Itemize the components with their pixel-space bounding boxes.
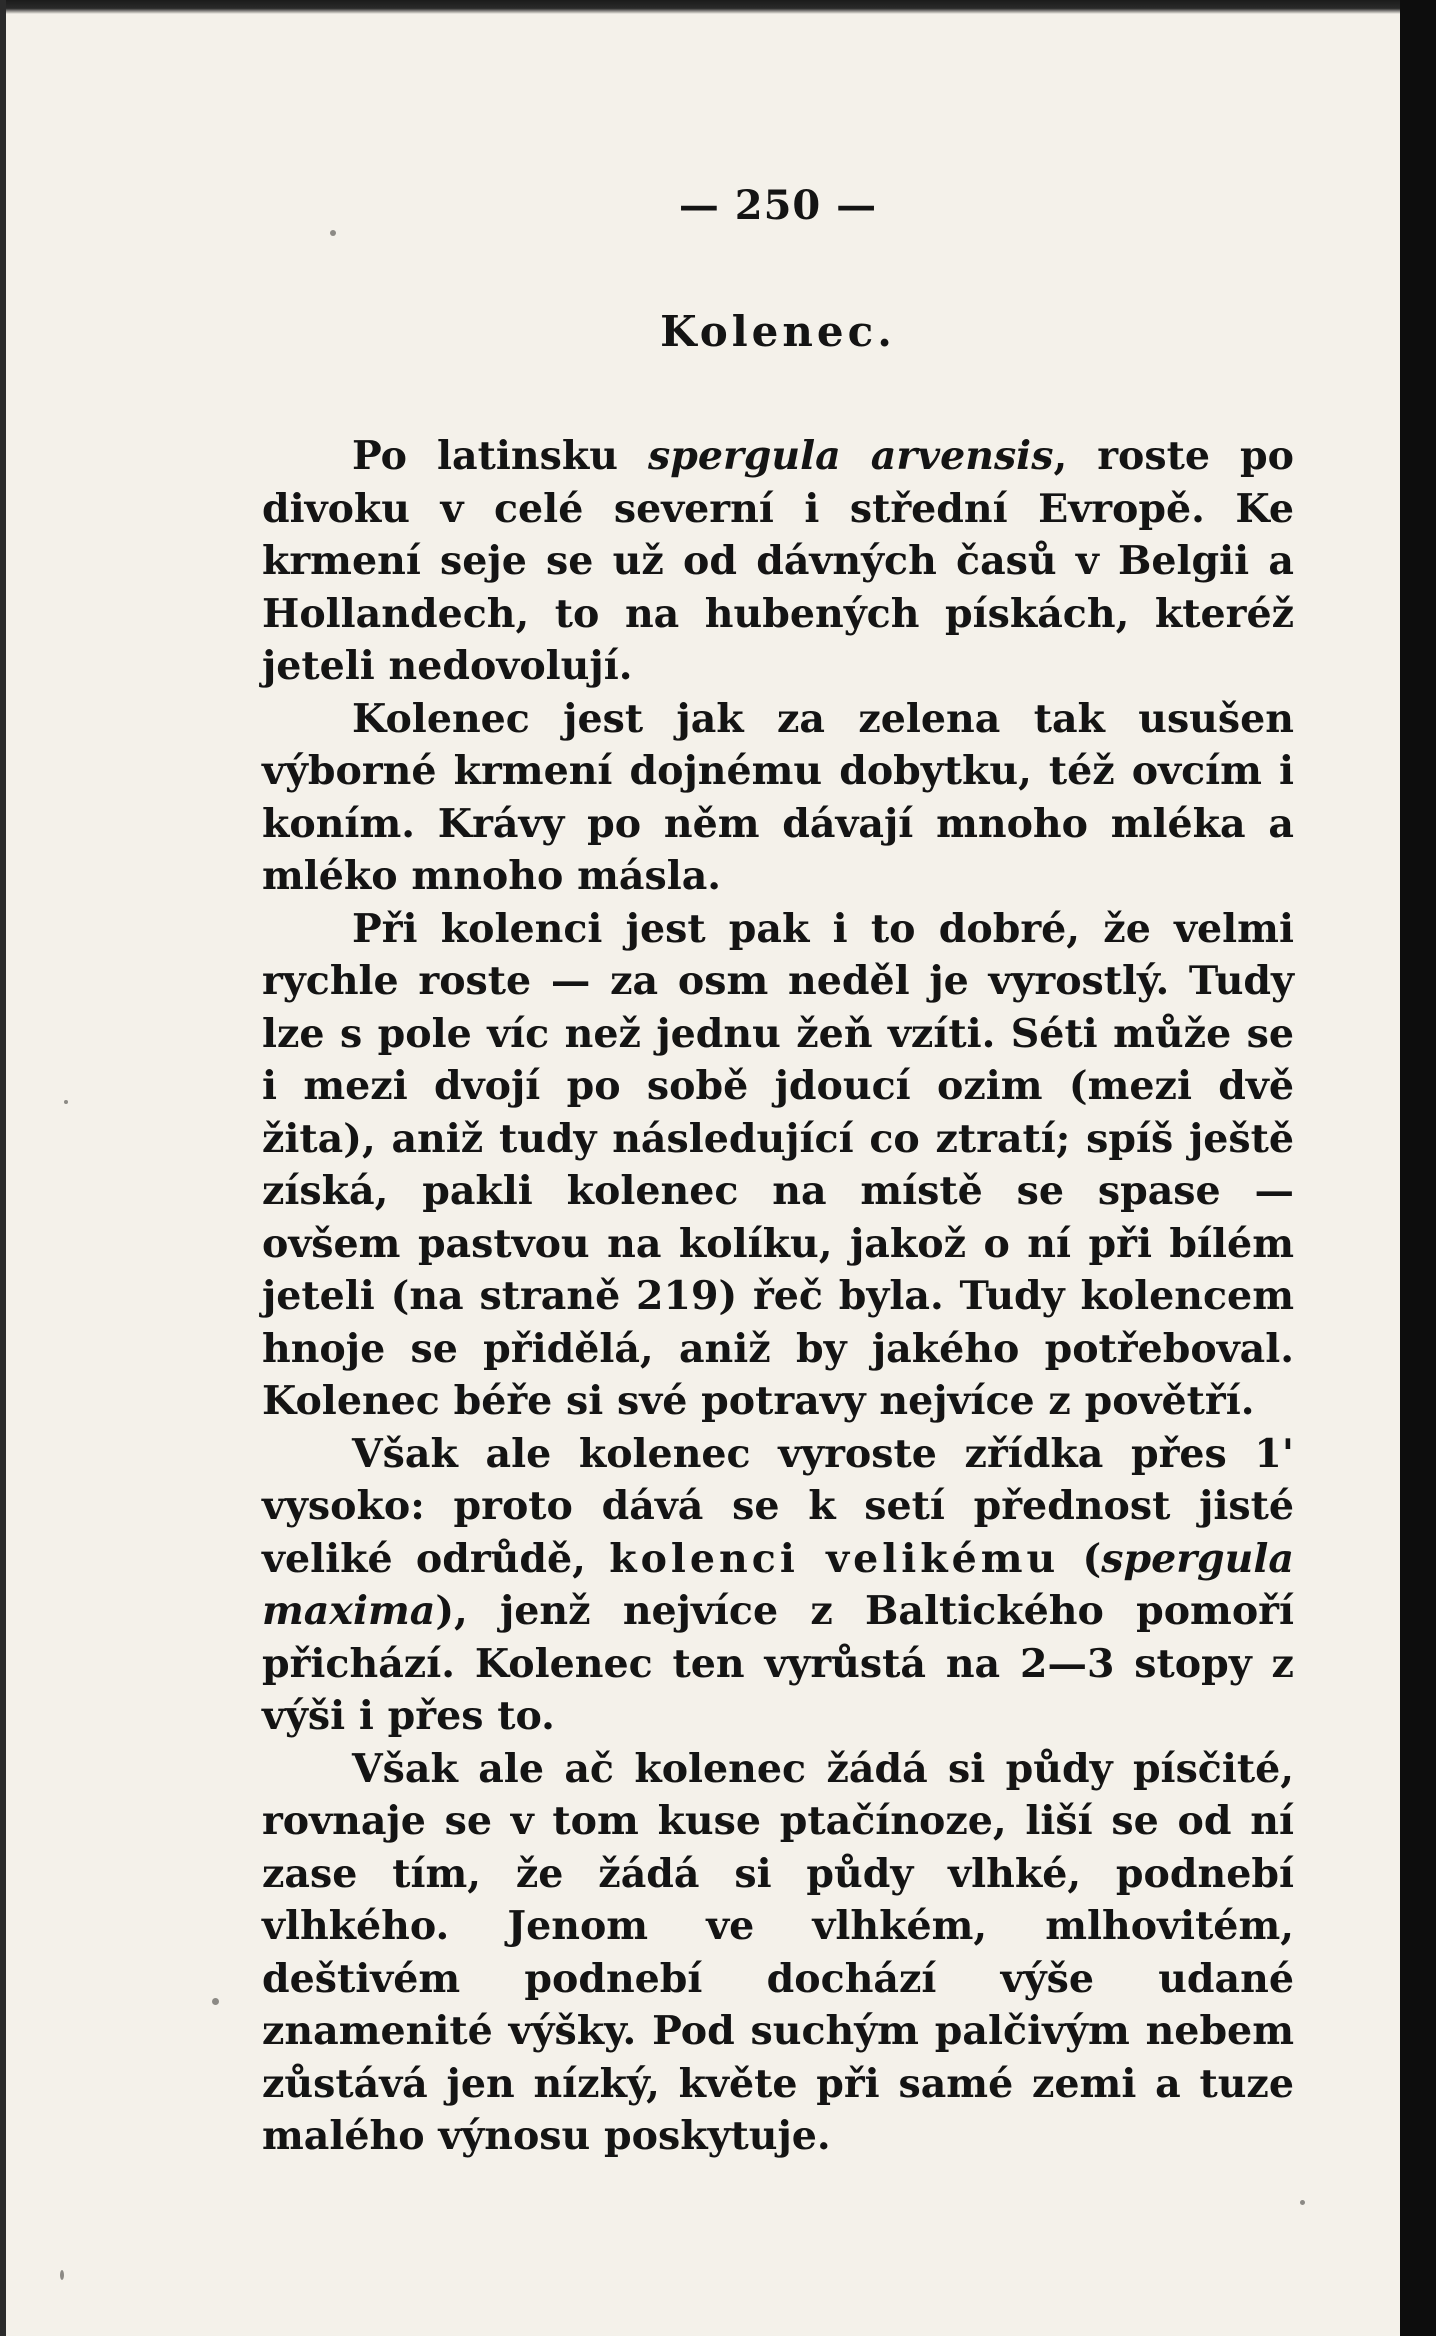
paragraph-2: Kolenec jest jak za zelena tak usušen výborné krmení dojnému dobytku, též ovcím i koním. Krávy po něm dávají mnoho mléka a mléko mnoho másla. (262, 695, 1294, 899)
spaced-term-kolenci-velikemu: kolenci velikému (609, 1535, 1060, 1582)
page-text (262, 178, 1294, 2163)
scan-speck (64, 1100, 68, 1104)
paragraph-4-before: Však ale kolenec vyroste zřídka přes 1' vysoko: proto dává se k setí přednost jisté veliké odrůdě, (262, 1430, 1294, 1582)
scan-speck (212, 1998, 219, 2005)
latin-name-arvensis: spergula arvensis (647, 433, 1054, 479)
scan-speck (60, 2270, 64, 2280)
scan-top-edge (0, 0, 1400, 14)
scan-left-edge (0, 0, 6, 2336)
scan-speck (1300, 2200, 1305, 2205)
paragraph-3: Při kolenci jest pak i to dobré, že velmi rychle roste — za osm neděl je vyrostlý. Tudy lze s pole víc než jednu žeň vzíti. Séti může se i mezi dvojí po sobě jdoucí ozim (mezi dvě žita), aniž tudy následující co ztratí; spíš ještě získá, pakli kolenec na místě se spase — ovšem pastvou na kolíku, jakož o ní při bílém jeteli (na straně 219) řeč byla. Tudy kolencem hnoje se přidělá, aniž by jakého potřeboval. Kolenec béře si své potravy nejvíce z povětří. (262, 905, 1294, 1424)
scan-right-edge (1400, 0, 1436, 2336)
paragraph-4-middle: ( (1059, 1535, 1102, 1582)
latin-name-maxima: spergula maxima (262, 1535, 1294, 1634)
section-heading: Kolenec. (660, 307, 896, 356)
paragraph-1-before: Po latinsku (352, 433, 648, 479)
paragraph-4-after: ), jenž nejvíce z Baltického pomoří přichází. Kolenec ten vyrůstá na 2—3 stopy z výši i přes to. (262, 1588, 1294, 1739)
paragraph-4 (262, 1428, 1294, 1743)
paragraph-1 (262, 430, 1294, 693)
paragraph-1-after: , roste po divoku v celé severní i střední Evropě. Ke krmení seje se už od dávných časů v Belgii a Hollandech, to na hubených pískách, kteréž jeteli nedovolují. (262, 433, 1294, 689)
paragraph-5: Však ale ač kolenec žádá si půdy písčité, rovnaje se v tom kuse ptačínoze, liší se od ní zase tím, že žádá si půdy vlhké, podnebí vlhkého. Jenom ve vlhkém, mlhovitém, deštivém podnebí dochází výše udané znamenité výšky. Pod suchým palčivým nebem zůstává jen nízký, květe při samé zemi a tuze malého výnosu poskytuje. (262, 1745, 1294, 2159)
scan-speck (330, 230, 336, 236)
page-number: — 250 — (678, 182, 878, 229)
